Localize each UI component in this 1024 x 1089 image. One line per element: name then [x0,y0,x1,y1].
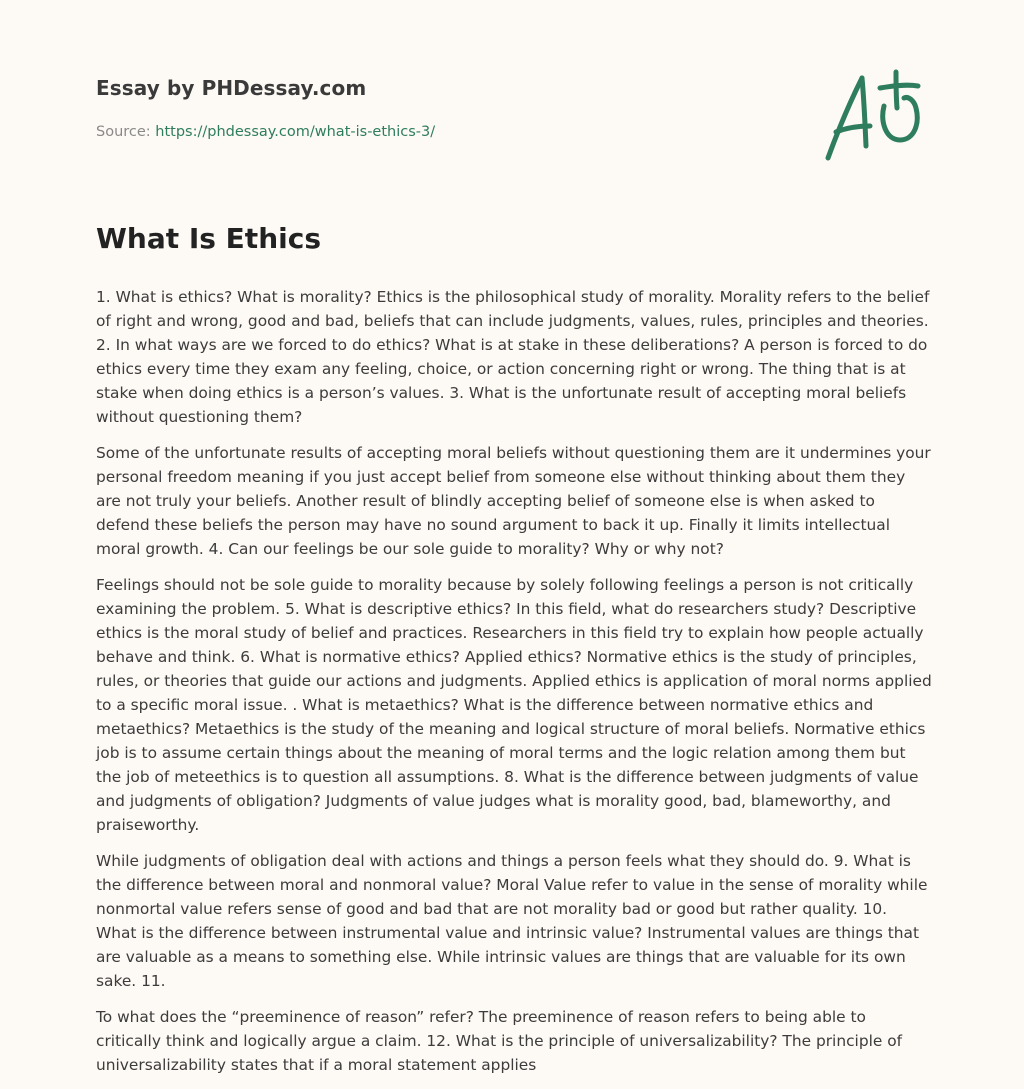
a-plus-logo-icon [822,66,928,166]
paragraph: To what does the “preeminence of reason” refer? The preeminence of reason refers to being able to critically think and logically argue a claim. 12. What is the principle of universalizability? The principle of universalizability states that if a moral statement applies [96,1008,903,1074]
source-link[interactable]: https://phdessay.com/what-is-ethics-3/ [155,124,436,140]
paragraph: Some of the unfortunate results of accepting moral beliefs without questioning them are it undermines your personal freedom meaning if you just accept belief from someone else without thinking about them they are not truly your beliefs. Another result of blindly accepting belief of someone else is when asked to defend these beliefs the person may have no sound argument to back it up. Finally it limits intellectual moral growth. 4. Can our feelings be our sole guide to morality? Why or why not? [96,444,931,558]
source-label: Source: [96,124,151,140]
article-body [96,285,932,1089]
paragraph: 1. What is ethics? What is morality? Ethics is the philosophical study of morality. Morality refers to the belief of right and wrong, good and bad, beliefs that can include judgments, values, rules, principles and theories. 2. In what ways are we forced to do ethics? What is at stake in these deliberations? A person is forced to do ethics every time they exam any feeling, choice, or action concerning right or wrong. The thing that is at stake when doing ethics is a person’s values. 3. What is the unfortunate result of accepting moral beliefs without questioning them? [96,288,930,426]
source-line [96,124,435,140]
article-title: What Is Ethics [96,222,321,255]
paragraph: While judgments of obligation deal with actions and things a person feels what they should do. 9. What is the difference between moral and nonmoral value? Moral Value refer to value in the sense of morality while nonmortal value refers sense of good and bad that are not morality bad or good but rather quality. 10. What is the difference between instrumental value and intrinsic value? Instrumental values are things that are valuable as a means to something else. While intrinsic values are things that are valuable for its own sake. 11. [96,852,928,990]
page-header [96,0,928,200]
site-brand: Essay by PHDessay.com [96,76,367,100]
paragraph: Feelings should not be sole guide to morality because by solely following feelings a person is not critically examining the problem. 5. What is descriptive ethics? In this field, what do researchers study? Descriptive ethics is the moral study of belief and practices. Researchers in this field try to explain how people actually behave and think. 6. What is normative ethics? Applied ethics? Normative ethics is the study of principles, rules, or theories that guide our actions and judgments. Applied ethics is application of moral norms applied to a specific moral issue. . What is metaethics? What is the difference between normative ethics and metaethics? Metaethics is the study of the meaning and logical structure of moral beliefs. Normative ethics job is to assume certain things about the meaning of moral terms and the logic relation among them but the job of meteethics is to question all assumptions. 8. What is the difference between judgments of value and judgments of obligation? Judgments of value judges what is morality good, bad, blameworthy, and praiseworthy. [96,576,932,834]
